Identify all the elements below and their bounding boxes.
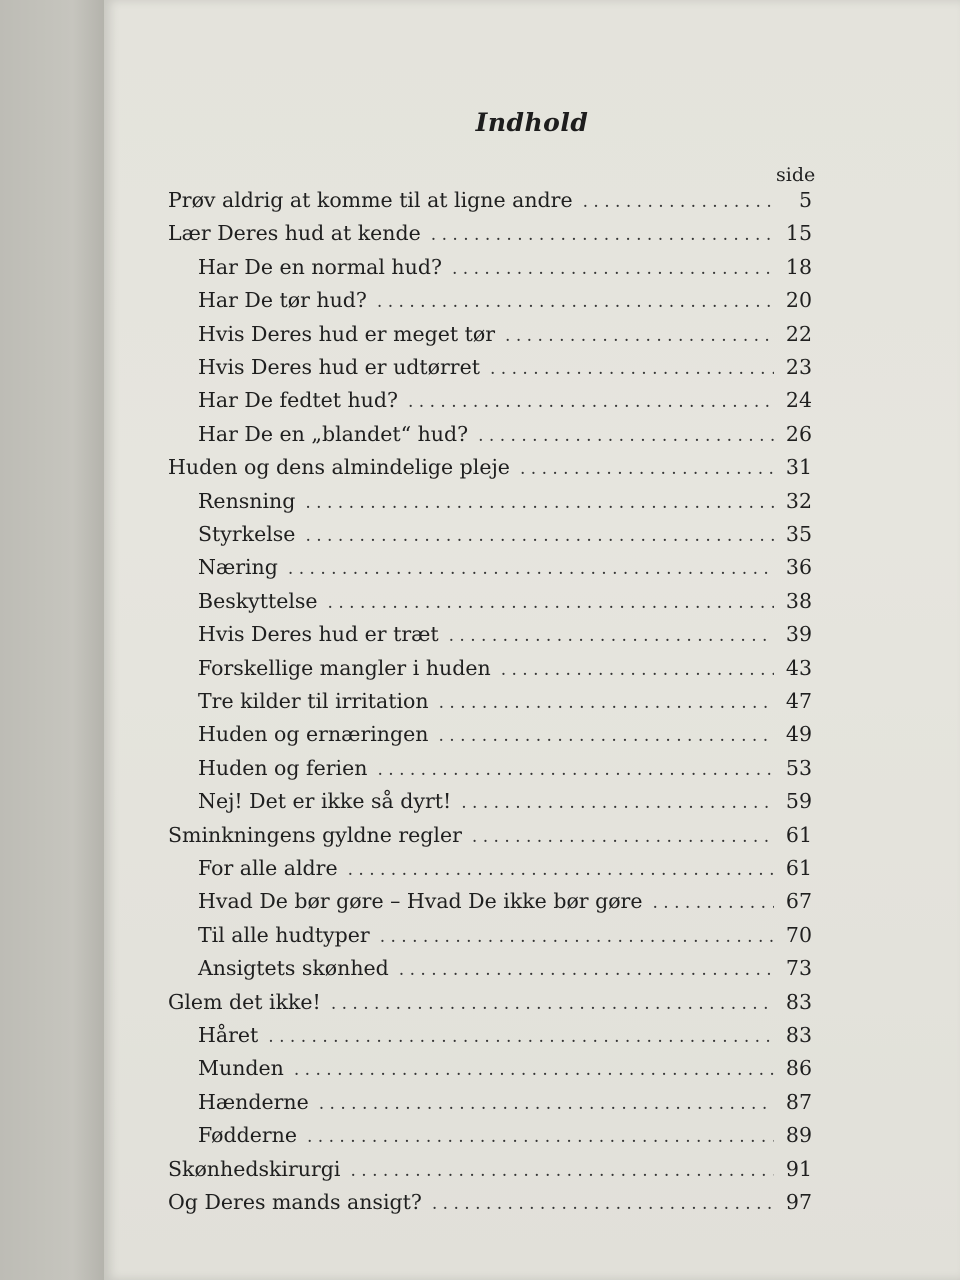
toc-entry-page-number: 89 xyxy=(785,1123,812,1148)
dot-leader xyxy=(399,960,774,980)
dot-leader xyxy=(520,459,774,479)
toc-entry-page-number: 70 xyxy=(785,922,812,947)
toc-entry xyxy=(198,322,812,352)
dot-leader xyxy=(305,526,774,546)
toc-entry-page-number: 49 xyxy=(785,722,812,747)
dot-leader xyxy=(294,1060,774,1080)
toc-entry xyxy=(198,1123,812,1153)
page-title: Indhold xyxy=(475,108,589,137)
toc-entry-page-number: 35 xyxy=(785,522,812,546)
toc-entry-title: Skønhedskirurgi xyxy=(168,1156,341,1181)
toc-entry xyxy=(168,221,812,251)
toc-entry-page-number: 24 xyxy=(785,388,812,413)
toc-entry xyxy=(198,288,812,318)
toc-entry-title: Prøv aldrig at komme til at ligne andre xyxy=(168,188,573,212)
toc-entry-title: Glem det ikke! xyxy=(168,989,321,1014)
toc-entry xyxy=(168,823,812,853)
toc-entry-title: Ansigtets skønhed xyxy=(198,956,389,981)
dot-leader xyxy=(319,1094,774,1114)
dot-leader xyxy=(439,693,774,713)
toc-entry xyxy=(198,388,812,418)
toc-entry-page-number: 18 xyxy=(785,254,812,279)
toc-entry-page-number: 36 xyxy=(785,555,812,580)
toc-entry-title: Lær Deres hud at kende xyxy=(168,221,421,246)
toc-entry-title: Hvad De bør gøre – Hvad De ikke bør gøre xyxy=(198,889,643,914)
dot-leader xyxy=(307,1127,774,1147)
toc-entry-page-number: 5 xyxy=(798,188,812,212)
toc-entry xyxy=(198,1023,812,1053)
toc-entry-title: Har De en „blandet“ hud? xyxy=(198,421,469,446)
toc-entry-title: Hvis Deres hud er udtørret xyxy=(198,355,480,379)
toc-entry-page-number: 61 xyxy=(785,856,812,880)
toc-entry-page-number: 67 xyxy=(785,889,812,914)
toc-entry xyxy=(168,455,812,485)
toc-entry-title: Beskyttelse xyxy=(198,588,318,613)
toc-entry-title: Nej! Det er ikke så dyrt! xyxy=(198,789,452,814)
toc-entry-page-number: 47 xyxy=(785,689,812,713)
toc-entry-page-number: 23 xyxy=(785,355,812,379)
toc-entry xyxy=(198,722,812,752)
dot-leader xyxy=(449,626,774,646)
toc-entry xyxy=(168,1190,812,1220)
toc-entry-title: Styrkelse xyxy=(198,522,296,546)
dot-leader xyxy=(268,1027,774,1047)
toc-entry-title: Hvis Deres hud er træt xyxy=(198,622,439,647)
dot-leader xyxy=(377,760,774,780)
toc-entry-page-number: 38 xyxy=(785,588,812,613)
toc-entry-title: Sminkningens gyldne regler xyxy=(168,822,462,847)
dot-leader xyxy=(583,192,774,212)
toc-entry xyxy=(198,255,812,285)
toc-entry xyxy=(198,622,812,652)
toc-entry-page-number: 59 xyxy=(785,789,812,814)
dot-leader xyxy=(490,359,774,379)
toc-entry xyxy=(198,1090,812,1120)
toc-entry xyxy=(168,188,812,218)
toc-entry-page-number: 53 xyxy=(785,755,812,780)
toc-entry-title: Huden og ernæringen xyxy=(198,722,429,747)
dot-leader xyxy=(377,292,774,312)
toc-entry-title: Hænderne xyxy=(198,1089,309,1114)
toc-entry-title: Har De fedtet hud? xyxy=(198,388,398,413)
dot-leader xyxy=(438,726,774,746)
dot-leader xyxy=(505,326,774,346)
dot-leader xyxy=(461,793,774,813)
toc-entry-page-number: 22 xyxy=(785,321,812,346)
toc-entry-title: Hvis Deres hud er meget tør xyxy=(198,321,496,346)
toc-entry-title: For alle aldre xyxy=(198,856,338,880)
toc-entry xyxy=(198,489,812,519)
toc-entry xyxy=(198,422,812,452)
toc-entry xyxy=(198,889,812,919)
toc-entry-title: Næring xyxy=(198,555,278,580)
toc-entry-title: Har De tør hud? xyxy=(198,288,367,313)
dot-leader xyxy=(380,927,774,947)
toc-entry xyxy=(198,956,812,986)
dot-leader xyxy=(305,493,774,513)
toc-entry xyxy=(198,555,812,585)
toc-entry-page-number: 86 xyxy=(785,1056,812,1081)
toc-entry-title: Fødderne xyxy=(198,1123,297,1148)
dot-leader xyxy=(431,225,774,245)
toc-entry xyxy=(198,689,812,719)
toc-entry xyxy=(198,589,812,619)
dot-leader xyxy=(328,593,774,613)
toc-entry-page-number: 15 xyxy=(785,221,812,246)
toc-entry xyxy=(198,923,812,953)
toc-entry-title: Til alle hudtyper xyxy=(198,922,370,947)
dot-leader xyxy=(452,259,774,279)
toc-entry-title: Tre kilder til irritation xyxy=(198,689,429,713)
toc-entry-page-number: 87 xyxy=(785,1089,812,1114)
toc-entry-page-number: 73 xyxy=(785,956,812,981)
toc-entry xyxy=(198,656,812,686)
dot-leader xyxy=(350,1161,774,1181)
dot-leader xyxy=(408,392,774,412)
toc-entry-title: Håret xyxy=(198,1023,259,1047)
toc-entry-page-number: 83 xyxy=(785,1023,812,1047)
toc-entry xyxy=(198,1056,812,1086)
toc-entry xyxy=(198,522,812,552)
toc-entry-page-number: 39 xyxy=(785,622,812,647)
toc-entry-page-number: 83 xyxy=(785,989,812,1014)
toc-entry-title: Huden og ferien xyxy=(198,755,368,780)
toc-entry xyxy=(198,756,812,786)
toc-entry-title: Og Deres mands ansigt? xyxy=(168,1190,422,1214)
dot-leader xyxy=(501,660,774,680)
toc-entry-title: Rensning xyxy=(198,488,296,513)
dot-leader xyxy=(288,559,774,579)
toc-entry-page-number: 20 xyxy=(785,288,812,313)
toc-entry-page-number: 43 xyxy=(785,655,812,680)
toc-entry-title: Huden og dens almindelige pleje xyxy=(168,455,510,480)
dot-leader xyxy=(348,860,774,880)
toc-entry xyxy=(198,355,812,385)
toc-entry xyxy=(168,990,812,1020)
page-column-label: side xyxy=(776,164,816,186)
dot-leader xyxy=(478,426,774,446)
toc-entry xyxy=(198,856,812,886)
dot-leader xyxy=(432,1194,774,1214)
toc-entry-page-number: 32 xyxy=(785,488,812,513)
dot-leader xyxy=(472,827,774,847)
toc-entry-page-number: 26 xyxy=(785,421,812,446)
toc-entry-title: Har De en normal hud? xyxy=(198,254,442,279)
toc-entry xyxy=(198,789,812,819)
toc-entry xyxy=(168,1157,812,1187)
dot-leader xyxy=(653,893,775,913)
toc-entry-page-number: 61 xyxy=(785,822,812,847)
toc-entry-page-number: 91 xyxy=(785,1156,812,1181)
toc-entry-title: Munden xyxy=(198,1056,284,1081)
toc-entry-title: Forskellige mangler i huden xyxy=(198,655,491,680)
toc-entry-page-number: 97 xyxy=(785,1190,812,1214)
dot-leader xyxy=(331,994,774,1014)
toc-entry-page-number: 31 xyxy=(785,455,812,480)
